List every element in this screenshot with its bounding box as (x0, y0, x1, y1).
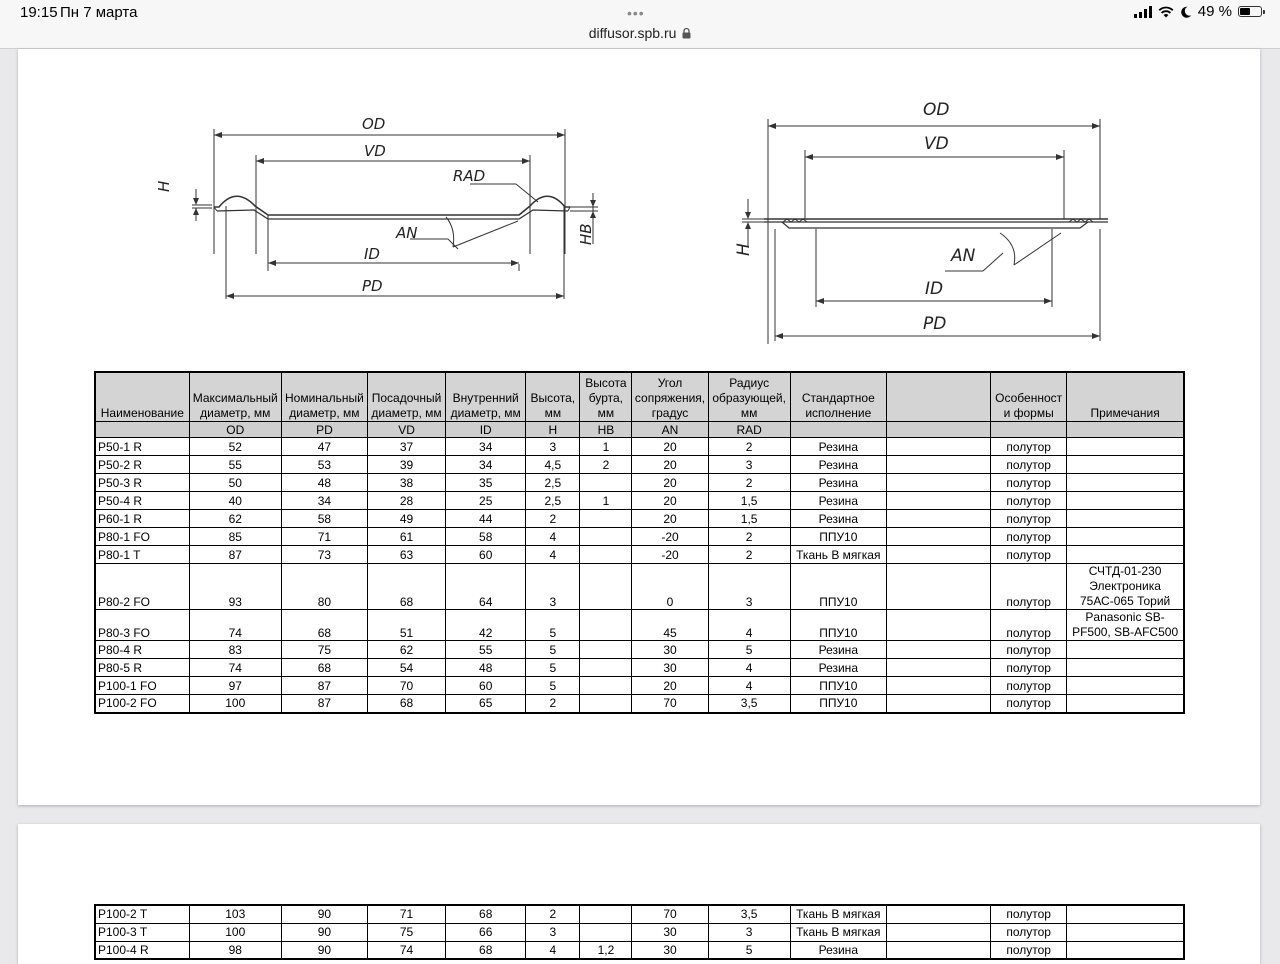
table-cell: 30 (632, 641, 708, 659)
table-row (95, 641, 1184, 659)
cell-name: P60-1 R (95, 510, 189, 528)
cell-name: P100-4 R (95, 941, 189, 959)
table-cell: 30 (632, 659, 708, 677)
table-cell: 66 (446, 923, 526, 941)
table-cell: 87 (281, 695, 367, 713)
table-cell: 4,5 (526, 456, 580, 474)
label-od: OD (923, 100, 950, 120)
table-cell (1067, 492, 1184, 510)
table-cell (886, 610, 990, 641)
table-cell (580, 677, 632, 695)
table-cell: 5 (526, 610, 580, 641)
column-header: Радиус образующей, мм (708, 372, 790, 422)
table-cell: 5 (526, 641, 580, 659)
table-cell: 60 (446, 677, 526, 695)
table-cell: 100 (189, 923, 281, 941)
table-row (95, 474, 1184, 492)
table-row (95, 659, 1184, 677)
table-cell: полутор (991, 564, 1067, 610)
table-cell: 5 (708, 641, 790, 659)
table-cell: 62 (189, 510, 281, 528)
table-cell (1067, 510, 1184, 528)
table-cell: Резина (790, 492, 886, 510)
table-cell: 58 (446, 528, 526, 546)
table-cell: ППУ10 (790, 677, 886, 695)
column-header: Максимальный диаметр, мм (189, 372, 281, 422)
table-cell: ППУ10 (790, 528, 886, 546)
table-cell: полутор (991, 610, 1067, 641)
table-cell: 60 (446, 546, 526, 564)
table-cell: 4 (708, 659, 790, 677)
table-cell (886, 456, 990, 474)
table-cell: Резина (790, 641, 886, 659)
table-cell (1067, 546, 1184, 564)
table-cell: Резина (790, 941, 886, 959)
table-row (95, 941, 1184, 959)
document-page (18, 49, 1260, 805)
table-cell (580, 528, 632, 546)
table-row (95, 546, 1184, 564)
table-cell (1067, 456, 1184, 474)
table-cell (886, 677, 990, 695)
table-cell: полутор (991, 492, 1067, 510)
table-cell: 55 (189, 456, 281, 474)
column-code: RAD (708, 422, 790, 438)
table-cell: 30 (632, 923, 708, 941)
lock-icon (682, 28, 691, 39)
label-vd: VD (364, 142, 386, 160)
table-cell: 2 (708, 474, 790, 492)
table-cell (580, 510, 632, 528)
table-cell: 4 (526, 528, 580, 546)
table-cell: 38 (367, 474, 445, 492)
label-h: H (155, 180, 173, 192)
table-cell (580, 695, 632, 713)
column-code: OD (189, 422, 281, 438)
table-cell: 4 (526, 941, 580, 959)
document-page (18, 824, 1260, 964)
table-cell: 3,5 (708, 695, 790, 713)
table-cell: 100 (189, 695, 281, 713)
column-code: HB (580, 422, 632, 438)
table-cell: 90 (281, 905, 367, 923)
table-cell: Резина (790, 438, 886, 456)
column-header: Высота, мм (526, 372, 580, 422)
table-cell: 2 (526, 695, 580, 713)
table-cell: 5 (526, 659, 580, 677)
table-cell (580, 641, 632, 659)
table-cell: 47 (281, 438, 367, 456)
table-cell: Ткань В мягкая (790, 923, 886, 941)
table-cell: 71 (367, 905, 445, 923)
label-h: H (734, 243, 754, 256)
column-header: Наименование (95, 372, 189, 422)
table-cell: 20 (632, 438, 708, 456)
table-cell: 0 (632, 564, 708, 610)
table-cell: 48 (446, 659, 526, 677)
table-cell: полутор (991, 546, 1067, 564)
table-code-row (95, 422, 1184, 438)
table-cell: 2 (580, 456, 632, 474)
cell-name: P100-2 T (95, 905, 189, 923)
table-cell: -20 (632, 528, 708, 546)
column-code (95, 422, 189, 438)
table-row (95, 528, 1184, 546)
table-cell: 34 (281, 492, 367, 510)
table-cell: 75 (367, 923, 445, 941)
battery-percent: 49 % (1197, 3, 1232, 20)
table-cell: 35 (446, 474, 526, 492)
table-cell (886, 564, 990, 610)
table-cell: 28 (367, 492, 445, 510)
table-cell (886, 905, 990, 923)
table-cell: 70 (632, 905, 708, 923)
table-cell: 83 (189, 641, 281, 659)
table-cell (886, 438, 990, 456)
table-row (95, 923, 1184, 941)
table-cell: 42 (446, 610, 526, 641)
table-cell: Ткань В мягкая (790, 905, 886, 923)
table-cell: 3 (708, 923, 790, 941)
table-cell: 3 (526, 564, 580, 610)
moon-icon (1180, 6, 1192, 18)
table-cell: 5 (708, 941, 790, 959)
table-cell: 30 (632, 941, 708, 959)
column-code (991, 422, 1067, 438)
label-an: AN (951, 246, 976, 266)
table-cell (886, 641, 990, 659)
table-cell (580, 923, 632, 941)
table-cell: 61 (367, 528, 445, 546)
table-row (95, 677, 1184, 695)
cell-name: P80-3 FO (95, 610, 189, 641)
table-cell (1067, 641, 1184, 659)
table-cell (886, 923, 990, 941)
label-vd: VD (924, 134, 949, 154)
table-cell: полутор (991, 905, 1067, 923)
table-cell: 20 (632, 510, 708, 528)
cell-name: P50-1 R (95, 438, 189, 456)
column-code: PD (281, 422, 367, 438)
table-cell: 90 (281, 923, 367, 941)
cell-name: P80-5 R (95, 659, 189, 677)
column-code (1067, 422, 1184, 438)
table-cell: Panasonic SB-PF500, SB-AFC500 (1067, 610, 1184, 641)
table-cell: 70 (632, 695, 708, 713)
table-cell: 2,5 (526, 474, 580, 492)
table-cell: ППУ10 (790, 564, 886, 610)
table-cell: 98 (189, 941, 281, 959)
label-rad: RAD (453, 167, 486, 185)
table-cell: 3,5 (708, 905, 790, 923)
table-cell: полутор (991, 923, 1067, 941)
table-cell (886, 528, 990, 546)
table-cell: 1,5 (708, 510, 790, 528)
cellular-signal-icon (1134, 6, 1152, 18)
table-cell: 97 (189, 677, 281, 695)
table-cell: Резина (790, 510, 886, 528)
table-cell: полутор (991, 659, 1067, 677)
table-cell: 64 (446, 564, 526, 610)
table-row (95, 695, 1184, 713)
table-cell: 68 (281, 610, 367, 641)
clock: 19:15 (20, 4, 58, 21)
table-cell: полутор (991, 456, 1067, 474)
table-cell: 68 (281, 659, 367, 677)
cell-name: P50-4 R (95, 492, 189, 510)
table-cell: 85 (189, 528, 281, 546)
table-cell: 68 (446, 905, 526, 923)
url-text: diffusor.spb.ru (588, 25, 677, 41)
battery-fill (1240, 8, 1250, 15)
table-cell: 2 (708, 546, 790, 564)
table-cell: 2 (526, 510, 580, 528)
table-cell: 58 (281, 510, 367, 528)
table-cell: 68 (367, 564, 445, 610)
cell-name: P100-3 T (95, 923, 189, 941)
table-cell: 3 (526, 438, 580, 456)
table-cell: 39 (367, 456, 445, 474)
table-cell (1067, 695, 1184, 713)
table-cell: 2,5 (526, 492, 580, 510)
table-cell: полутор (991, 941, 1067, 959)
column-header: Особенност и формы (991, 372, 1067, 422)
address-bar[interactable] (0, 25, 1280, 41)
table-row (95, 905, 1184, 923)
table-cell: 40 (189, 492, 281, 510)
table-row (95, 456, 1184, 474)
table-cell: 71 (281, 528, 367, 546)
table-row (95, 564, 1184, 610)
column-code (886, 422, 990, 438)
table-cell: 87 (281, 677, 367, 695)
table-cell (886, 695, 990, 713)
label-id: ID (364, 245, 380, 263)
table-cell: 74 (189, 610, 281, 641)
table-cell (886, 941, 990, 959)
table-cell: 4 (708, 610, 790, 641)
table-cell: 75 (281, 641, 367, 659)
cell-name: P50-3 R (95, 474, 189, 492)
table-cell: полутор (991, 474, 1067, 492)
label-pd: PD (923, 314, 947, 334)
table-cell: полутор (991, 438, 1067, 456)
table-cell (580, 546, 632, 564)
table-cell: 68 (446, 941, 526, 959)
table-cell: 90 (281, 941, 367, 959)
table-cell: Резина (790, 474, 886, 492)
table-cell: 1,5 (708, 492, 790, 510)
table-cell: СЧТД-01-230 Электроника 75АС-065 Торий (1067, 564, 1184, 610)
table-cell: 20 (632, 677, 708, 695)
table-cell: 1 (580, 492, 632, 510)
table-cell: 20 (632, 456, 708, 474)
spec-table-continued (94, 904, 1185, 960)
column-header: Примечания (1067, 372, 1184, 422)
table-cell: 50 (189, 474, 281, 492)
cell-name: P80-1 FO (95, 528, 189, 546)
table-cell: 3 (708, 564, 790, 610)
column-code: H (526, 422, 580, 438)
diffuser-drawing-foam (728, 94, 1128, 394)
label-id: ID (925, 279, 944, 299)
table-cell: ППУ10 (790, 695, 886, 713)
table-cell: 51 (367, 610, 445, 641)
table-cell (1067, 474, 1184, 492)
table-cell (1067, 941, 1184, 959)
table-cell (580, 659, 632, 677)
table-header-row (95, 372, 1184, 422)
table-cell: 34 (446, 456, 526, 474)
spec-table (94, 371, 1185, 714)
column-header: Высота бурта, мм (580, 372, 632, 422)
table-cell: 87 (189, 546, 281, 564)
cell-name: P80-4 R (95, 641, 189, 659)
table-cell (1067, 677, 1184, 695)
table-cell (580, 905, 632, 923)
column-header: Угол сопряжения, градус (632, 372, 708, 422)
table-cell: 54 (367, 659, 445, 677)
table-cell (886, 510, 990, 528)
wifi-icon (1158, 6, 1174, 18)
column-code: ID (446, 422, 526, 438)
table-cell: 103 (189, 905, 281, 923)
cell-name: P100-1 FO (95, 677, 189, 695)
table-cell: 68 (367, 695, 445, 713)
table-cell: Резина (790, 456, 886, 474)
table-cell (580, 564, 632, 610)
table-cell: 55 (446, 641, 526, 659)
label-pd: PD (362, 277, 383, 295)
table-cell (886, 546, 990, 564)
table-cell: полутор (991, 641, 1067, 659)
table-cell: ППУ10 (790, 610, 886, 641)
table-cell: 63 (367, 546, 445, 564)
table-cell: 49 (367, 510, 445, 528)
table-cell: 4 (708, 677, 790, 695)
cell-name: P100-2 FO (95, 695, 189, 713)
table-cell: 53 (281, 456, 367, 474)
table-row (95, 510, 1184, 528)
column-header: Стандартное исполнение (790, 372, 886, 422)
table-cell: 3 (708, 456, 790, 474)
table-cell (1067, 923, 1184, 941)
table-cell: 2 (708, 528, 790, 546)
table-cell: 74 (189, 659, 281, 677)
table-cell: 1 (580, 438, 632, 456)
table-cell (886, 659, 990, 677)
table-row (95, 610, 1184, 641)
table-cell: 20 (632, 492, 708, 510)
column-header (886, 372, 990, 422)
more-dots-icon[interactable]: ••• (627, 5, 645, 21)
date: Пн 7 марта (60, 4, 138, 21)
table-cell: полутор (991, 695, 1067, 713)
status-bar (0, 0, 1280, 49)
label-an: AN (396, 224, 418, 242)
cell-name: P80-2 FO (95, 564, 189, 610)
table-cell (1067, 528, 1184, 546)
column-code: VD (367, 422, 445, 438)
table-cell: 34 (446, 438, 526, 456)
table-cell: 4 (526, 546, 580, 564)
diffuser-drawing-rubber (153, 109, 595, 364)
battery-icon (1238, 6, 1262, 17)
table-cell: полутор (991, 677, 1067, 695)
table-cell: 45 (632, 610, 708, 641)
table-cell: 74 (367, 941, 445, 959)
table-cell: 73 (281, 546, 367, 564)
cell-name: P50-2 R (95, 456, 189, 474)
column-code (790, 422, 886, 438)
table-cell: 48 (281, 474, 367, 492)
table-cell: 2 (526, 905, 580, 923)
table-cell: 3 (526, 923, 580, 941)
table-cell: 2 (708, 438, 790, 456)
table-cell (886, 474, 990, 492)
table-cell (580, 610, 632, 641)
label-od: OD (362, 115, 386, 133)
column-header: Внутренний диаметр, мм (446, 372, 526, 422)
table-cell: 1,2 (580, 941, 632, 959)
table-row (95, 438, 1184, 456)
table-cell: полутор (991, 510, 1067, 528)
table-cell: 52 (189, 438, 281, 456)
label-hb: HB (577, 223, 595, 245)
column-header: Посадочный диаметр, мм (367, 372, 445, 422)
table-cell: 37 (367, 438, 445, 456)
table-cell: 5 (526, 677, 580, 695)
table-cell: 65 (446, 695, 526, 713)
table-cell (1067, 438, 1184, 456)
table-cell: 62 (367, 641, 445, 659)
table-cell: 70 (367, 677, 445, 695)
table-cell: 44 (446, 510, 526, 528)
table-cell (886, 492, 990, 510)
table-cell: Резина (790, 659, 886, 677)
column-header: Номинальный диаметр, мм (281, 372, 367, 422)
table-cell: 93 (189, 564, 281, 610)
table-cell (1067, 659, 1184, 677)
status-icons (1134, 3, 1262, 20)
table-cell: полутор (991, 528, 1067, 546)
table-cell: 25 (446, 492, 526, 510)
table-cell: -20 (632, 546, 708, 564)
cell-name: P80-1 T (95, 546, 189, 564)
column-code: AN (632, 422, 708, 438)
table-cell: 20 (632, 474, 708, 492)
table-row (95, 492, 1184, 510)
table-cell: 80 (281, 564, 367, 610)
table-cell: Ткань В мягкая (790, 546, 886, 564)
table-cell (580, 474, 632, 492)
table-cell (1067, 905, 1184, 923)
